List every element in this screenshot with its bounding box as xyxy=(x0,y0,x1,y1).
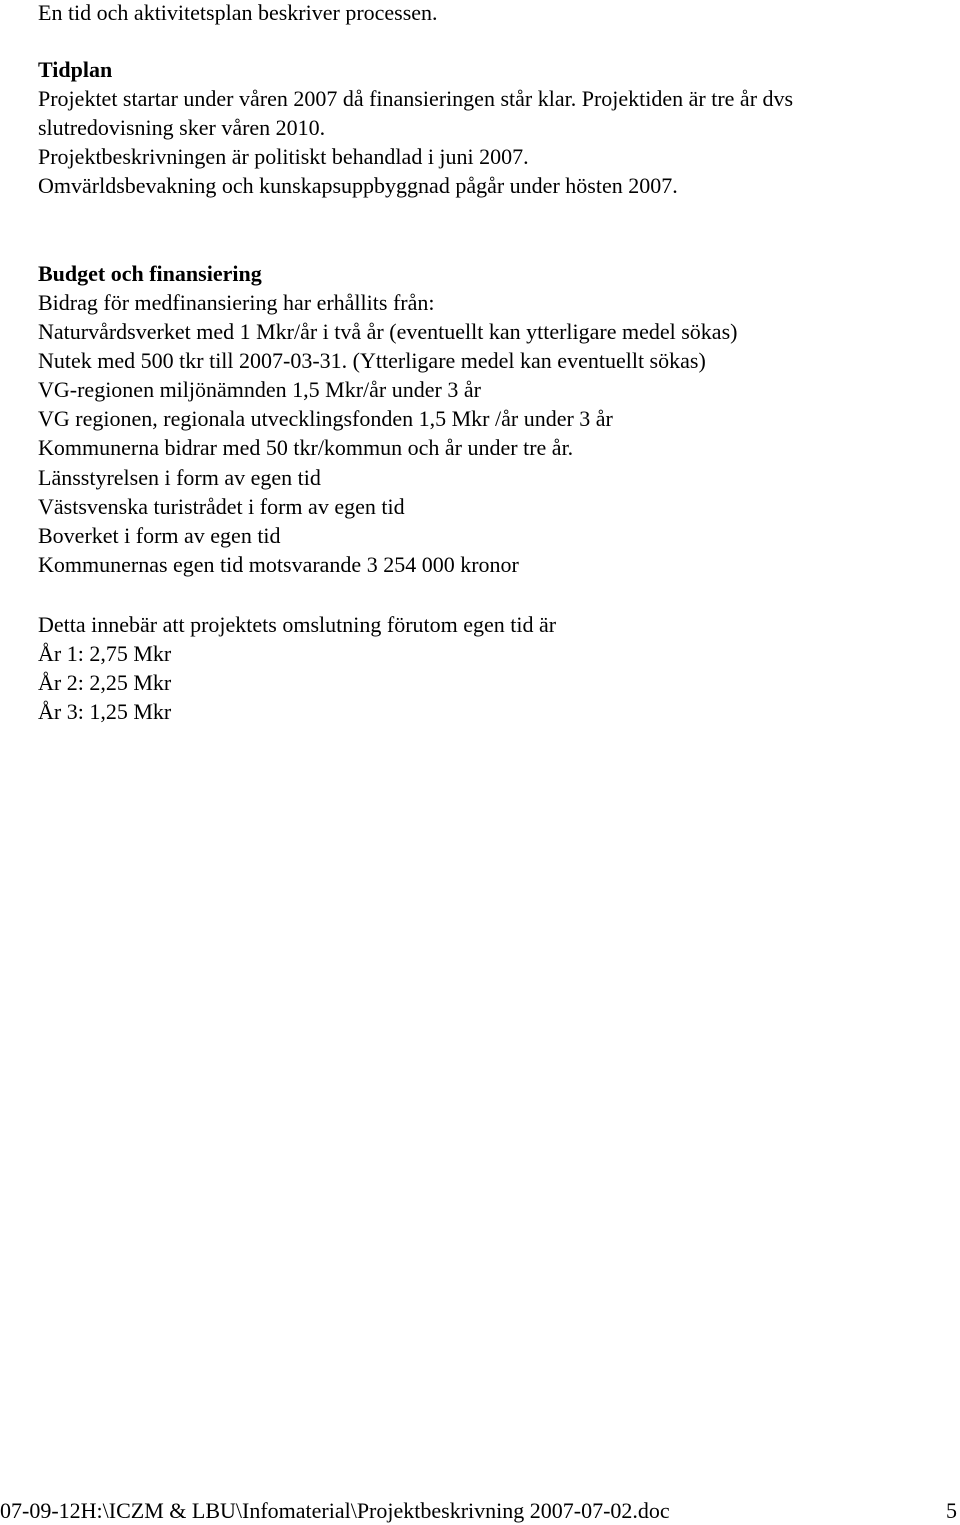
budget-line: Västsvenska turistrådet i form av egen tid xyxy=(38,494,405,519)
budget-line: VG regionen, regionala utvecklingsfonden 1,5 Mkr /år under 3 år xyxy=(38,406,613,431)
budget-line: VG-regionen miljönämnden 1,5 Mkr/år under 3 år xyxy=(38,377,481,402)
budget-line: Kommunernas egen tid motsvarande 3 254 000 kronor xyxy=(38,552,519,577)
tidplan-line: slutredovisning sker våren 2010. xyxy=(38,115,326,140)
omslutning-line: Detta innebär att projektets omslutning förutom egen tid är xyxy=(38,612,557,637)
budget-line: Länsstyrelsen i form av egen tid xyxy=(38,465,321,490)
omslutning-line: År 3: 1,25 Mkr xyxy=(38,699,172,724)
budget-line: Bidrag för medfinansiering har erhållits från: xyxy=(38,290,435,315)
budget-line: Kommunerna bidrar med 50 tkr/kommun och år under tre år. xyxy=(38,435,574,460)
tidplan-line: Projektet startar under våren 2007 då finansieringen står klar. Projektiden är tre år dvs xyxy=(38,86,794,111)
intro-text: En tid och aktivitetsplan beskriver processen. xyxy=(38,0,438,25)
budget-line: Boverket i form av egen tid xyxy=(38,523,281,548)
budget-line: Naturvårdsverket med 1 Mkr/år i två år (eventuellt kan ytterligare medel sökas) xyxy=(38,319,738,344)
footer-page-number: 5 xyxy=(946,1498,957,1523)
budget-heading: Budget och finansiering xyxy=(38,261,262,286)
tidplan-line: Omvärldsbevakning och kunskapsuppbyggnad pågår under hösten 2007. xyxy=(38,173,678,198)
budget-line: Nutek med 500 tkr till 2007-03-31. (Ytterligare medel kan eventuellt sökas) xyxy=(38,348,706,373)
omslutning-line: År 1: 2,75 Mkr xyxy=(38,641,172,666)
footer-file-path: 07-09-12H:\ICZM & LBU\Infomaterial\Projektbeskrivning 2007-07-02.doc xyxy=(0,1498,670,1523)
tidplan-line: Projektbeskrivningen är politiskt behandlad i juni 2007. xyxy=(38,144,529,169)
omslutning-line: År 2: 2,25 Mkr xyxy=(38,670,172,695)
tidplan-heading: Tidplan xyxy=(38,57,113,82)
